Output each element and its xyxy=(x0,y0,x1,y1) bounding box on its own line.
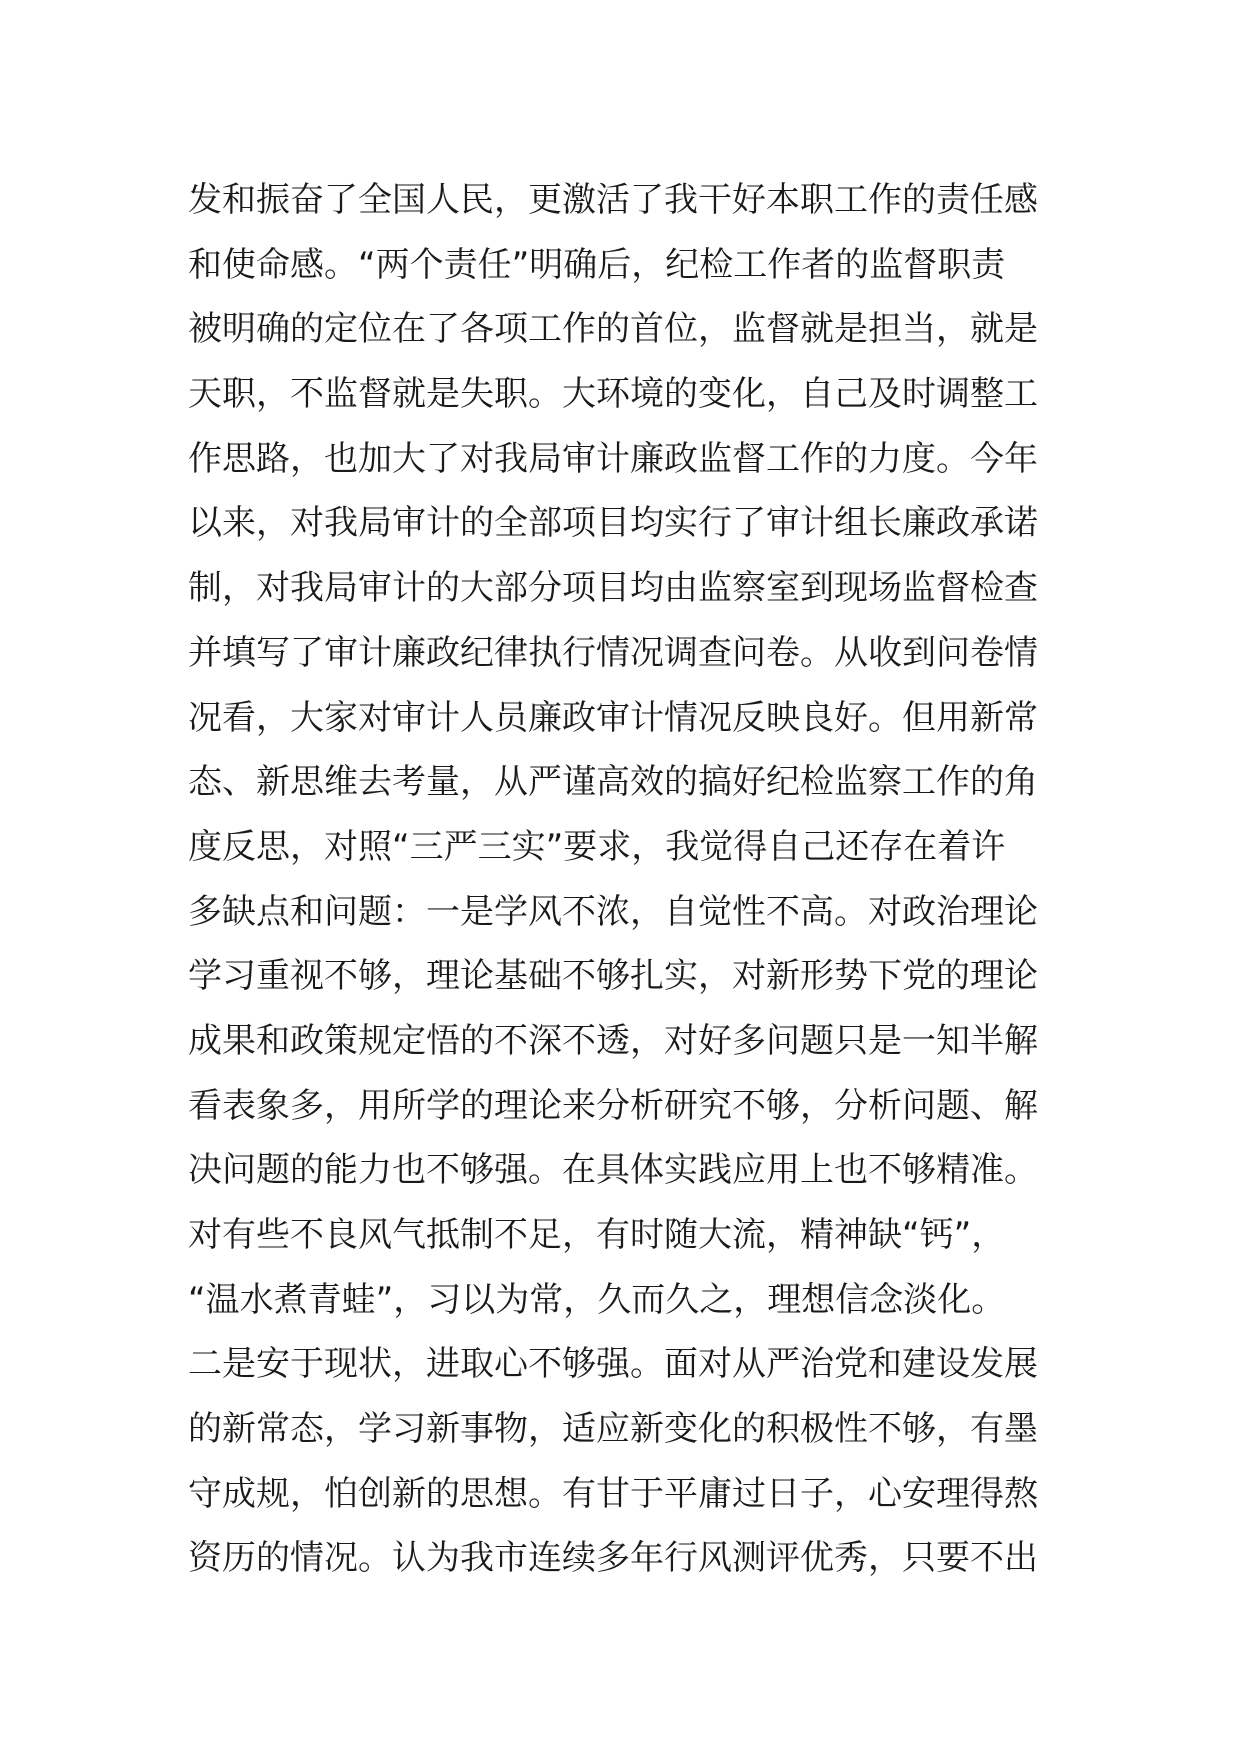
text-line: 看表象多，用所学的理论来分析研究不够，分析问题、解 xyxy=(188,1085,1038,1126)
body-text xyxy=(188,168,1068,1591)
text-line: 度反思，对照“三严三实”要求，我觉得自己还存在着许 xyxy=(188,826,1006,867)
text-line: “温水煮青蛙”，习以为常，久而久之，理想信念淡化。 xyxy=(188,1279,1006,1320)
text-line: 多缺点和问题：一是学风不浓，自觉性不高。对政治理论 xyxy=(188,891,1038,932)
text-line: 的新常态，学习新事物，适应新变化的积极性不够，有墨 xyxy=(188,1409,1038,1450)
text-line: 制，对我局审计的大部分项目均由监察室到现场监督检查 xyxy=(188,568,1038,609)
text-line: 资历的情况。认为我市连续多年行风测评优秀，只要不出 xyxy=(188,1538,1038,1579)
text-line: 作思路，也加大了对我局审计廉政监督工作的力度。今年 xyxy=(188,438,1038,479)
text-line: 并填写了审计廉政纪律执行情况调查问卷。从收到问卷情 xyxy=(188,632,1038,673)
text-line: 决问题的能力也不够强。在具体实践应用上也不够精准。 xyxy=(188,1150,1038,1191)
text-line: 天职，不监督就是失职。大环境的变化，自己及时调整工 xyxy=(188,374,1038,415)
text-line: 以来，对我局审计的全部项目均实行了审计组长廉政承诺 xyxy=(188,503,1038,544)
text-line: 发和振奋了全国人民，更激活了我干好本职工作的责任感 xyxy=(188,180,1038,220)
text-line: 对有些不良风气抵制不足，有时随大流，精神缺“钙”， xyxy=(188,1215,1006,1255)
text-line: 被明确的定位在了各项工作的首位，监督就是担当，就是 xyxy=(188,309,1038,350)
text-line: 和使命感。“两个责任”明确后，纪检工作者的监督职责 xyxy=(188,244,1006,285)
text-line: 况看，大家对审计人员廉政审计情况反映良好。但用新常 xyxy=(188,697,1038,738)
text-line: 成果和政策规定悟的不深不透，对好多问题只是一知半解 xyxy=(188,1020,1038,1061)
text-line: 守成规，怕创新的思想。有甘于平庸过日子，心安理得熬 xyxy=(188,1473,1038,1514)
text-line: 二是安于现状，进取心不够强。面对从严治党和建设发展 xyxy=(188,1344,1038,1385)
text-line: 学习重视不够，理论基础不够扎实，对新形势下党的理论 xyxy=(188,956,1038,997)
text-line: 态、新思维去考量，从严谨高效的搞好纪检监察工作的角 xyxy=(188,762,1038,803)
